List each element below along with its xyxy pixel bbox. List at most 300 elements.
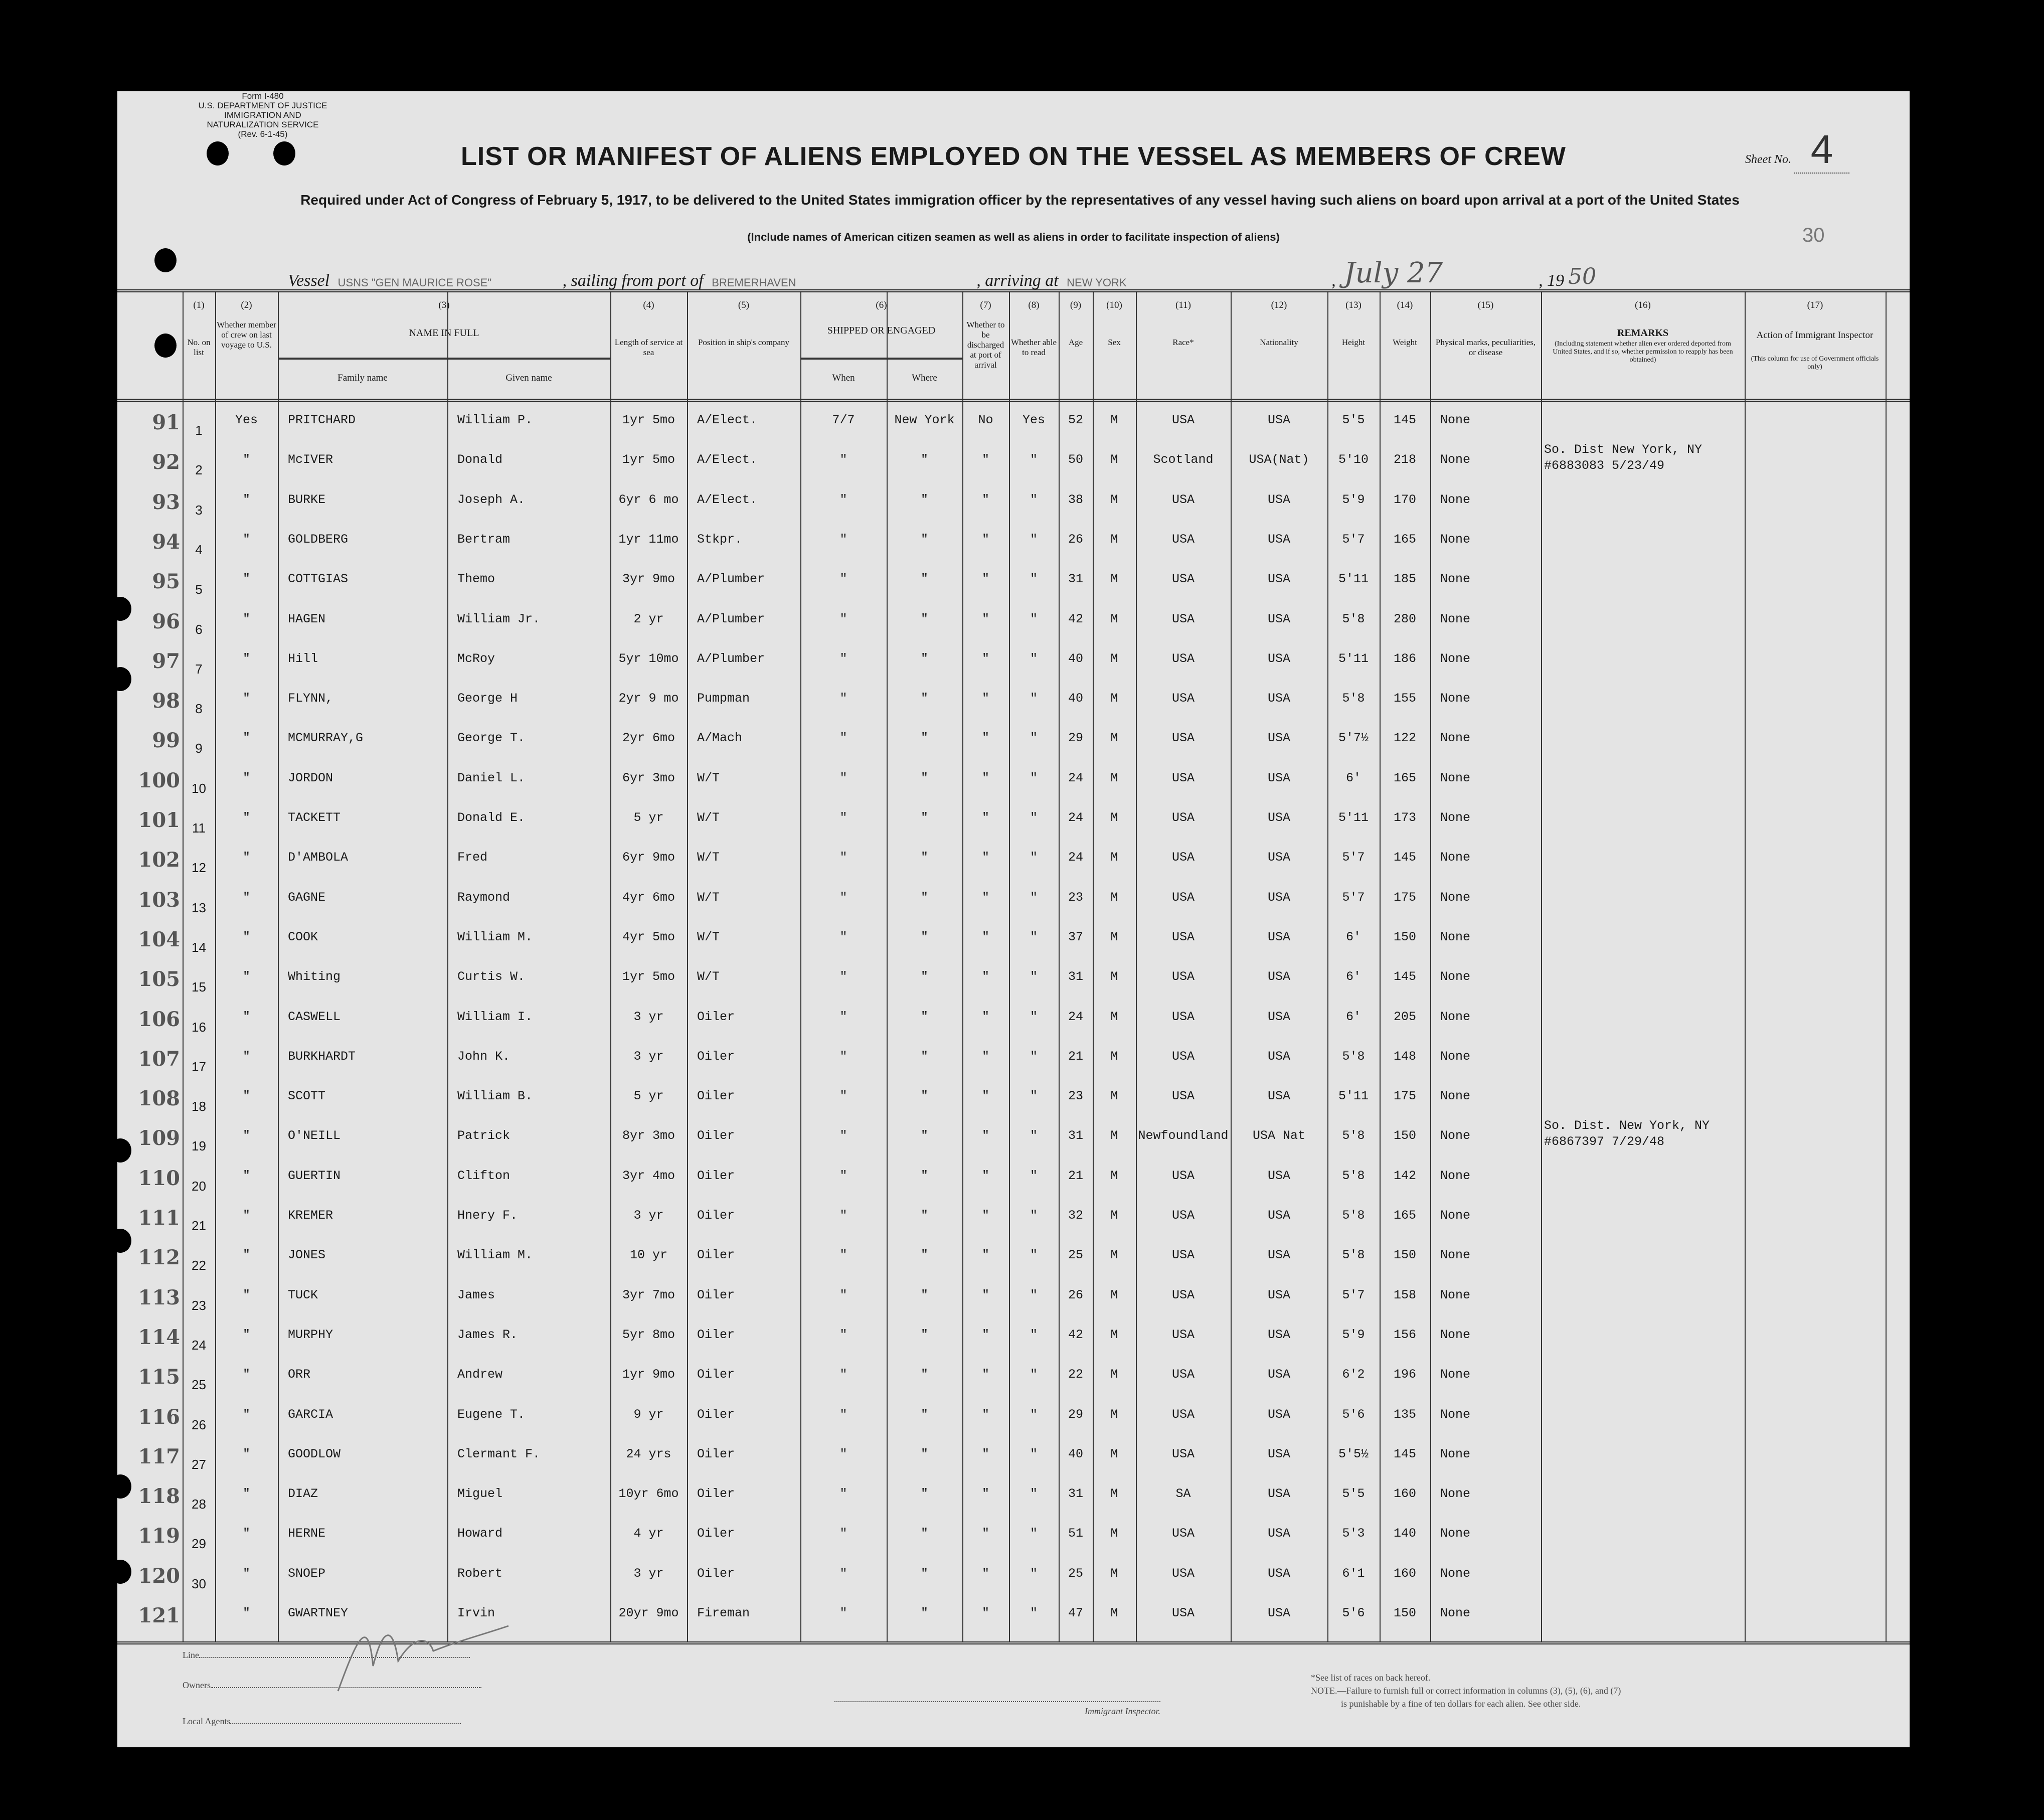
cell-service: 6yr 9mo [622,850,675,865]
cell-when: " [839,651,847,666]
cell-age: 29 [1068,731,1083,746]
cell-height: 5'7 [1342,1287,1365,1302]
cell-race: USA [1171,1526,1195,1541]
header-crew: Whether member of crew on last voyage to U.S. [217,320,276,350]
cell-position: A/Elect. [697,452,758,467]
cell-nat: USA [1267,1446,1290,1461]
stamp-number: 92 [152,450,180,474]
cell-weight: 160 [1393,1566,1416,1581]
cell-sex: M [1110,1367,1118,1382]
list-number: 25 [192,1377,206,1393]
cell-sex: M [1110,1486,1118,1502]
vessel-label: Vessel [288,271,330,290]
crew-table [117,289,1910,1644]
vessel-field: USNS "GEN MAURICE ROSE" [334,276,563,290]
cell-service: 3yr 7mo [622,1287,675,1302]
punch-hole [109,597,131,621]
cell-crew: " [242,1128,250,1143]
cell-position: Oiler [697,1287,735,1302]
cell-weight: 150 [1393,1606,1416,1620]
list-number: 19 [192,1138,206,1154]
cell-height: 5'11 [1338,651,1369,666]
cell-position: W/T [697,850,720,865]
cell-height: 5'10 [1338,452,1369,467]
cell-service: 6yr 3mo [622,770,675,785]
table-header [117,292,1910,402]
list-number: 24 [192,1337,206,1353]
cell-age: 23 [1068,890,1083,905]
cell-family: GOODLOW [288,1446,341,1461]
cell-sex: M [1110,1128,1118,1143]
punch-hole [109,1229,131,1253]
punch-hole [109,667,131,691]
owners-label: Owners [183,1680,211,1690]
cell-given: Donald E. [457,810,526,825]
header-number-height: (13) [1345,300,1361,310]
department: U.S. DEPARTMENT OF JUSTICE [198,101,327,110]
cell-marks: None [1440,1248,1471,1263]
header-position: Position in ship's company [698,338,790,347]
cell-when: " [839,452,847,467]
list-number: 7 [195,661,203,677]
cell-marks: None [1440,1367,1471,1382]
table-row [117,1117,1910,1157]
cell-when: " [839,492,847,507]
shipped-subheader-rule [800,358,962,360]
cell-race: USA [1171,1208,1195,1223]
cell-age: 21 [1068,1168,1083,1183]
header-action-note: (This column for use of Government officials only) [1751,355,1879,371]
cell-service: 5 yr [633,1089,664,1104]
cell-position: A/Plumber [697,651,765,666]
cell-disch: " [981,492,989,507]
cell-marks: None [1440,969,1471,984]
cell-family: GARCIA [288,1407,333,1422]
cell-sex: M [1110,611,1118,626]
cell-where: " [920,1606,928,1620]
cell-family: TUCK [288,1287,318,1302]
cell-family: KREMER [288,1208,333,1223]
stamp-number: 118 [138,1484,180,1509]
cell-where: " [920,1327,928,1342]
cell-where: " [920,1168,928,1183]
cell-when: " [839,850,847,865]
cell-disch: " [981,969,989,984]
cell-given: McRoy [457,651,495,666]
header-nat: Nationality [1260,338,1298,347]
cell-disch: " [981,1287,989,1302]
cell-read: " [1030,969,1038,984]
cell-nat: USA [1267,1566,1290,1581]
cell-when: " [839,929,847,944]
cell-marks: None [1440,1566,1471,1581]
cell-crew: " [242,929,250,944]
cell-family: HERNE [288,1526,326,1541]
header-number-weight: (14) [1397,300,1413,310]
stamp-number: 99 [152,729,180,753]
cell-race: USA [1171,611,1195,626]
cell-family: D'AMBOLA [288,850,349,865]
cell-height: 5'8 [1342,1168,1365,1183]
list-number: 17 [192,1059,206,1074]
header-given-name: Given name [505,373,552,383]
cell-crew: " [242,969,250,984]
list-number: 11 [192,820,206,836]
table-row [117,402,1910,441]
cell-age: 40 [1068,1446,1083,1461]
stamp-number: 112 [138,1246,180,1270]
cell-sex: M [1110,413,1118,427]
table-row [117,1515,1910,1555]
cell-where: " [920,1248,928,1263]
cell-given: Joseph A. [457,492,526,507]
list-number: 28 [192,1497,206,1512]
cell-height: 5'11 [1338,572,1369,587]
cell-read: " [1030,572,1038,587]
cell-disch: " [981,1486,989,1502]
cell-when: " [839,1486,847,1502]
cell-disch: " [981,611,989,626]
header-shipped: SHIPPED OR ENGAGED [827,325,936,336]
cell-crew: " [242,1009,250,1024]
cell-position: W/T [697,969,720,984]
cell-age: 22 [1068,1367,1083,1382]
cell-service: 1yr 5mo [622,413,675,427]
cell-nat: USA [1267,413,1290,427]
cell-read: " [1030,810,1038,825]
cell-age: 31 [1068,572,1083,587]
cell-race: Scotland [1153,452,1214,467]
cell-height: 5'7 [1342,890,1365,905]
cell-crew: " [242,651,250,666]
cell-race: USA [1171,929,1195,944]
cell-where: " [920,1526,928,1541]
cell-age: 40 [1068,651,1083,666]
cell-read: " [1030,1208,1038,1223]
column-rule [1430,292,1431,1641]
cell-position: Stkpr. [697,532,743,547]
stamp-number: 120 [138,1564,180,1588]
cell-race: USA [1171,810,1195,825]
cell-weight: 196 [1393,1367,1416,1382]
cell-family: JONES [288,1248,326,1263]
cell-race: USA [1171,1049,1195,1064]
cell-disch: " [981,1049,989,1064]
cell-given: Fred [457,850,488,865]
cell-family: HAGEN [288,611,326,626]
cell-service: 3yr 9mo [622,572,675,587]
cell-given: Bertram [457,532,510,547]
cell-age: 25 [1068,1566,1083,1581]
cell-race: Newfoundland [1138,1128,1229,1143]
cell-weight: 160 [1393,1486,1416,1502]
stamp-number: 105 [138,967,180,991]
agents-label: Local Agents [183,1716,231,1726]
cell-service: 10yr 6mo [618,1486,679,1502]
cell-marks: None [1440,770,1471,785]
cell-crew: " [242,1049,250,1064]
cell-sex: M [1110,1327,1118,1342]
revision: (Rev. 6-1-45) [238,129,288,139]
cell-disch: " [981,890,989,905]
cell-race: SA [1175,1486,1191,1502]
cell-given: Clermant F. [457,1446,541,1461]
cell-service: 4 yr [633,1526,664,1541]
cell-given: Patrick [457,1128,510,1143]
cell-service: 1yr 9mo [622,1367,675,1382]
list-number: 22 [192,1258,206,1273]
cell-race: USA [1171,1168,1195,1183]
table-row [117,1396,1910,1436]
table-row [117,958,1910,998]
cell-crew: " [242,1367,250,1382]
cell-sex: M [1110,810,1118,825]
cell-age: 32 [1068,1208,1083,1223]
cell-sex: M [1110,532,1118,547]
column-rule [1136,292,1137,1641]
cell-age: 31 [1068,969,1083,984]
cell-nat: USA [1267,611,1290,626]
cell-weight: 175 [1393,890,1416,905]
cell-marks: None [1440,611,1471,626]
cell-nat: USA [1267,1327,1290,1342]
cell-nat: USA [1267,1089,1290,1104]
cell-disch: " [981,1526,989,1541]
cell-position: A/Mach [697,731,743,746]
cell-where: " [920,1287,928,1302]
cell-position: A/Elect. [697,413,758,427]
header-remarks: REMARKS [1617,327,1669,339]
cell-sex: M [1110,1009,1118,1024]
cell-remarks: So. Dist. New York, NY [1544,1118,1710,1133]
list-number: 27 [192,1456,206,1472]
form-identifier [188,91,338,139]
cell-marks: None [1440,810,1471,825]
cell-when: " [839,1208,847,1223]
cell-family: MCMURRAY,G [288,731,364,746]
cell-position: A/Plumber [697,572,765,587]
cell-when: " [839,1367,847,1382]
cell-given: Daniel L. [457,770,526,785]
column-rule [215,292,216,1641]
cell-age: 24 [1068,1009,1083,1024]
cell-when: " [839,1526,847,1541]
cell-weight: 145 [1393,1446,1416,1461]
cell-position: W/T [697,770,720,785]
cell-where: " [920,651,928,666]
cell-position: Oiler [697,1128,735,1143]
cell-nat: USA [1267,1526,1290,1541]
column-rule [1009,292,1010,1641]
cell-nat: USA Nat [1252,1128,1306,1143]
table-row [117,640,1910,680]
cell-where: " [920,1009,928,1024]
cell-where: " [920,452,928,467]
cell-age: 38 [1068,492,1083,507]
header-name-in-full: NAME IN FULL [409,327,479,339]
cell-nat: USA [1267,492,1290,507]
list-number: 1 [195,423,203,438]
arriving-label: , arriving at [976,271,1059,290]
cell-race: USA [1171,731,1195,746]
list-number: 18 [192,1099,206,1114]
cell-sex: M [1110,492,1118,507]
header-sex: Sex [1108,338,1121,347]
cell-age: 31 [1068,1486,1083,1502]
cell-marks: None [1440,1049,1471,1064]
cell-position: Fireman [697,1606,750,1620]
cell-family: SNOEP [288,1566,326,1581]
cell-family: BURKHARDT [288,1049,356,1064]
table-row [117,481,1910,521]
cell-age: 52 [1068,413,1083,427]
cell-where: " [920,890,928,905]
cell-nat: USA [1267,1367,1290,1382]
cell-weight: 165 [1393,770,1416,785]
header-number-sex: (10) [1106,300,1122,310]
cell-service: 3 yr [633,1566,664,1581]
stamp-number: 102 [138,848,180,872]
header-marks: Physical marks, peculiarities, or disease [1435,338,1536,357]
cell-given: Howard [457,1526,503,1541]
cell-read: " [1030,452,1038,467]
cell-age: 42 [1068,1327,1083,1342]
cell-crew: " [242,1248,250,1263]
cell-marks: None [1440,1606,1471,1620]
cell-height: 6'1 [1342,1566,1365,1581]
cell-service: 6yr 6 mo [618,492,679,507]
cell-given: Curtis W. [457,969,526,984]
cell-given: William M. [457,929,533,944]
cell-height: 5'6 [1342,1606,1365,1620]
header-action: Action of Immigrant Inspector [1756,330,1873,341]
cell-service: 3 yr [633,1208,664,1223]
cell-height: 5'7 [1342,532,1365,547]
column-rule [962,292,963,1641]
cell-height: 6' [1345,1009,1361,1024]
cell-given: Donald [457,452,503,467]
cell-sex: M [1110,890,1118,905]
column-rule [1093,292,1094,1641]
stamp-number: 113 [138,1285,180,1309]
cell-nat: USA [1267,969,1290,984]
cell-service: 4yr 5mo [622,929,675,944]
cell-where: " [920,1446,928,1461]
stamp-number: 104 [138,927,180,951]
cell-disch: " [981,1407,989,1422]
cell-race: USA [1171,770,1195,785]
table-row [117,720,1910,759]
header-race: Race* [1172,338,1194,347]
cell-family: COOK [288,929,318,944]
cell-position: Oiler [697,1168,735,1183]
cell-family: GAGNE [288,890,326,905]
stamp-number: 119 [138,1524,180,1548]
cell-position: Oiler [697,1486,735,1502]
cell-height: 6'2 [1342,1367,1365,1382]
cell-read: " [1030,1168,1038,1183]
penalty-note-2: is punishable by a fine of ten dollars for each alien. See other side. [1341,1699,1581,1709]
cell-age: 29 [1068,1407,1083,1422]
cell-disch: " [981,1168,989,1183]
cell-weight: 186 [1393,651,1416,666]
cell-when: " [839,1128,847,1143]
header-disch: Whether to be discharged at port of arrival [966,320,1005,370]
header-number-position: (5) [738,300,750,310]
column-rule [1059,292,1060,1641]
stamp-number: 116 [138,1405,180,1429]
cell-weight: 150 [1393,1128,1416,1143]
cell-read: " [1030,1486,1038,1502]
cell-where: " [920,929,928,944]
cell-when: " [839,1327,847,1342]
header-weight: Weight [1393,338,1417,347]
cell-age: 21 [1068,1049,1083,1064]
cell-marks: None [1440,850,1471,865]
cell-height: 5'8 [1342,1128,1365,1143]
cell-when: " [839,1287,847,1302]
stamp-number: 106 [138,1007,180,1031]
cell-disch: " [981,1208,989,1223]
cell-position: Pumpman [697,691,750,706]
footnotes [1311,1671,1621,1710]
cell-weight: 148 [1393,1049,1416,1064]
cell-nat: USA(Nat) [1249,452,1309,467]
cell-service: 4yr 6mo [622,890,675,905]
cell-read: " [1030,1327,1038,1342]
cell-service: 2 yr [633,611,664,626]
stamp-number: 108 [138,1087,180,1111]
cell-family: FLYNN, [288,691,333,706]
cell-marks: None [1440,1287,1471,1302]
stamp-number: 94 [152,530,180,554]
list-number: 9 [195,741,203,756]
cell-disch: " [981,850,989,865]
cell-weight: 122 [1393,731,1416,746]
list-number: 16 [192,1019,206,1035]
cell-marks: None [1440,1009,1471,1024]
cell-age: 26 [1068,1287,1083,1302]
cell-race: USA [1171,691,1195,706]
cell-family: BURKE [288,492,326,507]
cell-nat: USA [1267,651,1290,666]
cell-where: " [920,810,928,825]
cell-marks: None [1440,1089,1471,1104]
cell-age: 25 [1068,1248,1083,1263]
stamp-number: 100 [138,768,180,792]
cell-race: USA [1171,1407,1195,1422]
cell-height: 5'9 [1342,1327,1365,1342]
cell-weight: 205 [1393,1009,1416,1024]
list-number: 20 [192,1178,206,1194]
table-row [117,839,1910,879]
list-number: 10 [192,780,206,796]
list-number: 15 [192,979,206,995]
cell-family: GOLDBERG [288,532,349,547]
punch-hole [109,1560,131,1584]
stamp-number: 121 [138,1604,180,1627]
cell-read: " [1030,1526,1038,1541]
cell-service: 9 yr [633,1407,664,1422]
cell-where: " [920,969,928,984]
cell-given: Themo [457,572,495,587]
list-number: 12 [192,860,206,876]
cell-age: 24 [1068,810,1083,825]
cell-disch: " [981,452,989,467]
header-where: Where [912,373,937,383]
cell-service: 5 yr [633,810,664,825]
cell-sex: M [1110,1208,1118,1223]
